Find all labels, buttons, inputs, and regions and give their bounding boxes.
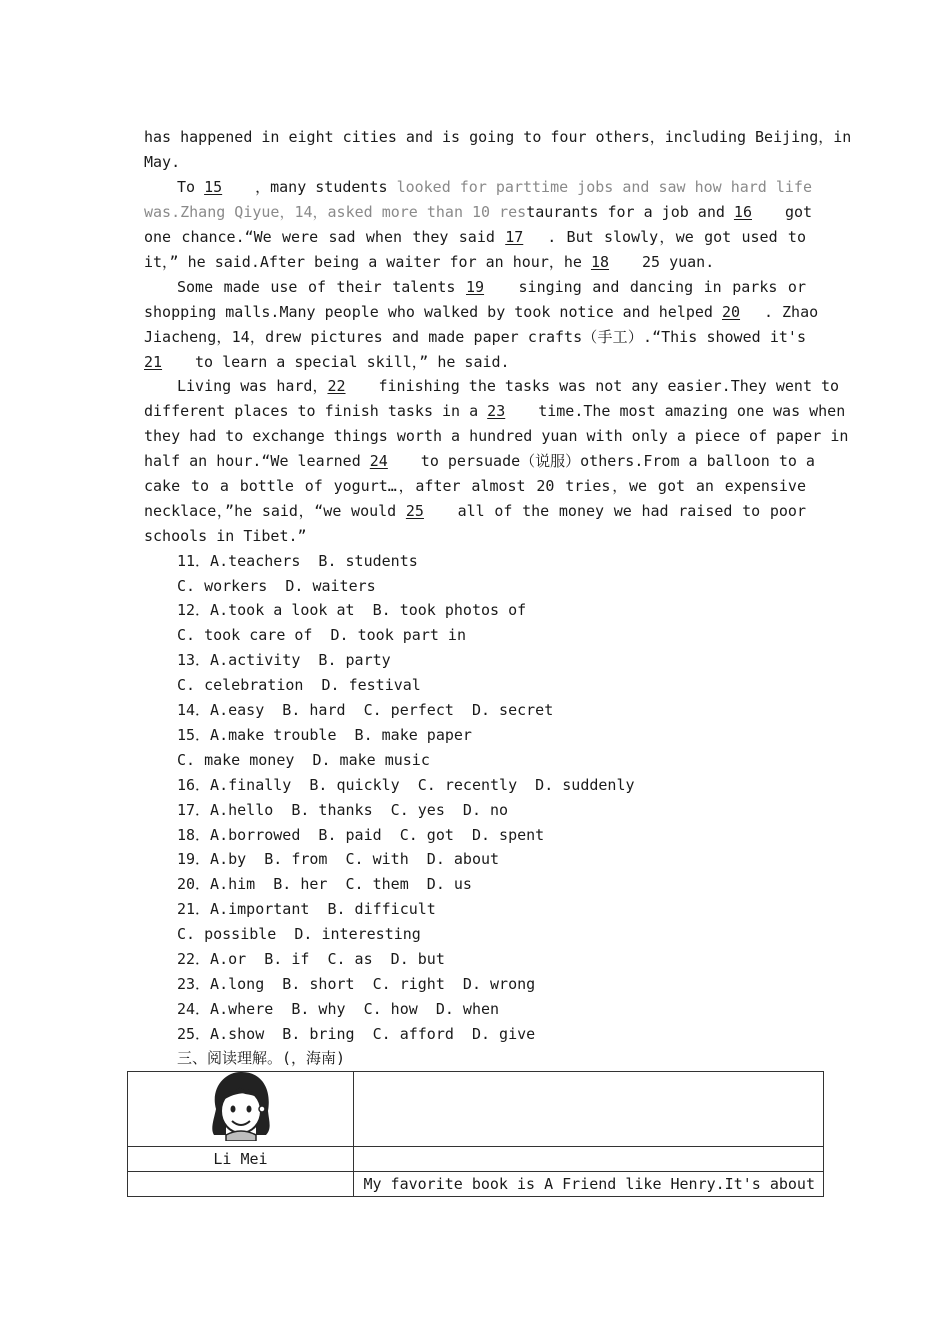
reading-table xyxy=(127,1071,824,1197)
option-line: 24．A.where B. why C. how D. when xyxy=(177,1000,500,1018)
passage-line: necklace，”he said，“we would 25 all of the money we had raised to poor xyxy=(144,502,806,520)
blank-16: 16 xyxy=(733,203,752,221)
option-line: C. celebration D. festival xyxy=(177,676,421,694)
option-line: 19．A.by B. from C. with D. about xyxy=(177,850,500,868)
passage-line: 21 to learn a special skill，” he said. xyxy=(144,353,510,371)
option-line: C. workers D. waiters xyxy=(177,577,376,595)
option-line: 11．A.teachers B. students xyxy=(177,552,418,570)
passage-line: has happened in eight cities and is going to four others，including Beijing，in xyxy=(144,128,852,146)
passage-line: was.Zhang Qiyue，14，asked more than 10 restaurants for a job and 16 got xyxy=(144,203,813,221)
passage-line: different places to finish tasks in a 23 time.The most amazing one was when xyxy=(144,402,846,420)
blank-25: 25 xyxy=(405,502,424,520)
blank-17: 17 xyxy=(505,228,524,246)
option-line: 22．A.or B. if C. as D. but xyxy=(177,950,445,968)
option-line: C. took care of D. took part in xyxy=(177,626,466,644)
option-line: 15．A.make trouble B. make paper xyxy=(177,726,472,744)
girl-avatar-icon xyxy=(206,1069,276,1141)
passage-line: schools in Tibet.” xyxy=(144,527,307,545)
blank-19: 19 xyxy=(465,278,485,296)
option-line: 20．A.him B. her C. them D. us xyxy=(177,875,472,893)
avatar-cell xyxy=(128,1072,354,1147)
passage-line: To 15 ，many students looked for parttime jobs and saw how hard life xyxy=(177,178,812,196)
blank-20: 20 xyxy=(721,303,741,321)
blank-24: 24 xyxy=(369,452,388,470)
blank-23: 23 xyxy=(487,402,506,420)
name-cell xyxy=(128,1147,354,1172)
blank-15: 15 xyxy=(204,178,223,196)
empty-cell xyxy=(128,1172,354,1197)
option-line: 13．A.activity B. party xyxy=(177,651,391,669)
passage-line: cake to a bottle of yogurt…，after almost 20 tries，we got an expensive xyxy=(144,477,806,495)
student-name: Li Mei xyxy=(213,1150,268,1168)
empty-cell xyxy=(354,1147,824,1172)
passage-line: half an hour.“We learned 24 to persuade（说服）others.From a balloon to a xyxy=(144,452,815,470)
passage-line: Jiacheng，14，drew pictures and made paper crafts（手工）.“This showed it's xyxy=(144,328,806,346)
option-line: 16．A.finally B. quickly C. recently D. suddenly xyxy=(177,776,635,794)
passage-line: one chance.“We were sad when they said 17 . But slowly，we got used to xyxy=(144,228,806,246)
blank-18: 18 xyxy=(590,253,610,271)
option-line: 21．A.important B. difficult xyxy=(177,900,436,918)
passage-line: they had to exchange things worth a hundred yuan with only a piece of paper in xyxy=(144,427,849,445)
passage-line: it，” he said.After being a waiter for an hour，he 18 25 yuan. xyxy=(144,253,715,271)
passage-line: Some made use of their talents 19 singing and dancing in parks or xyxy=(177,278,806,296)
empty-cell xyxy=(354,1072,824,1147)
option-line: 18．A.borrowed B. paid C. got D. spent xyxy=(177,826,545,844)
passage-line: May. xyxy=(144,153,181,171)
option-line: 23．A.long B. short C. right D. wrong xyxy=(177,975,536,993)
blank-22: 22 xyxy=(327,377,346,395)
blank-21: 21 xyxy=(144,353,163,371)
option-line: C. make money D. make music xyxy=(177,751,430,769)
passage-line: Living was hard，22 finishing the tasks was not any easier.They went to xyxy=(177,377,840,395)
option-line: 14．A.easy B. hard C. perfect D. secret xyxy=(177,701,554,719)
option-line: 12．A.took a look at B. took photos of xyxy=(177,601,527,619)
option-line: C. possible D. interesting xyxy=(177,925,421,943)
section-heading: 三、阅读理解。(，海南) xyxy=(177,1049,346,1067)
option-line: 25．A.show B. bring C. afford D. give xyxy=(177,1025,536,1043)
passage-line: shopping malls.Many people who walked by took notice and helped 20 . Zhao xyxy=(144,303,819,321)
reading-text-cell: My favorite book is A Friend like Henry.It's about xyxy=(354,1172,824,1197)
option-line: 17．A.hello B. thanks C. yes D. no xyxy=(177,801,509,819)
